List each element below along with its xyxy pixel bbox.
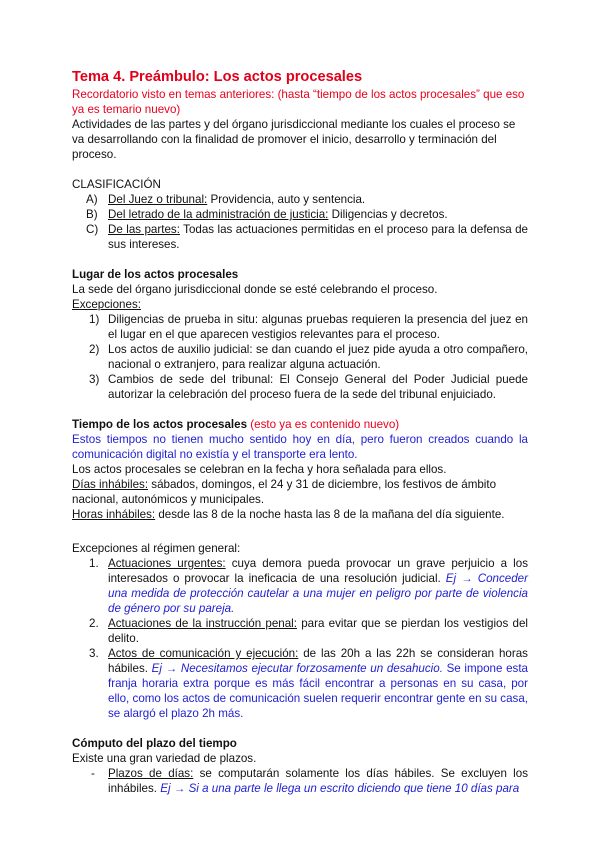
lugar-heading: Lugar de los actos procesales: [72, 268, 239, 281]
item-text: Diligencias de prueba in situ: algunas pruebas requieren la presencia del juez en el lugar en el que aparecen vestigios relevantes para el proceso.: [108, 313, 528, 341]
list-marker: A): [86, 193, 98, 206]
list-item: [72, 342, 528, 372]
horas-inhabiles: [72, 507, 528, 522]
list-item: [72, 616, 528, 646]
list-marker: -: [91, 767, 95, 780]
item-label: Actuaciones de la instrucción penal:: [108, 617, 297, 630]
intro-paragraph: Actividades de las partes y del órgano jurisdiccional mediante los cuales el proceso se va desarrollando con la finalidad de promover el inicio, desarrollo y terminación del proceso.: [72, 118, 516, 161]
dias-inhabiles: [72, 477, 528, 507]
list-marker: 2): [89, 343, 100, 356]
item-text: Diligencias y decretos.: [328, 208, 448, 221]
item-label: Del letrado de la administración de justicia:: [108, 208, 329, 221]
item-text: Los actos de auxilio judicial: se dan cuando el juez pide ayuda a otro compañero, nacional o extranjero, para realizar alguna actuación.: [108, 343, 528, 371]
list-item: [72, 646, 528, 721]
item-text: se computarán solamente los días hábiles. Se excluyen los inhábiles.: [108, 767, 528, 795]
clasificacion-heading: CLASIFICACIÓN: [72, 178, 161, 191]
item-text: Providencia, auto y sentencia.: [207, 193, 366, 206]
item-example: Ej → Conceder una medida de protección cautelar a una mujer en peligro por parte de violencia de género por su pareja.: [108, 572, 528, 615]
list-marker: 1): [89, 313, 100, 326]
dias-label: Días inhábiles:: [72, 478, 149, 491]
item-label: Actuaciones urgentes:: [108, 557, 226, 570]
list-marker: C): [86, 223, 99, 236]
list-item: [72, 207, 528, 222]
list-item: [72, 192, 528, 207]
list-marker: B): [86, 208, 98, 221]
lugar-text: La sede del órgano jurisdiccional donde se esté celebrando el proceso.: [72, 283, 438, 296]
tiempo-heading-line: [72, 417, 528, 432]
item-label: Del Juez o tribunal:: [108, 193, 208, 206]
computo-text: Existe una gran variedad de plazos.: [72, 752, 257, 765]
list-marker: 2.: [89, 617, 99, 630]
list-marker: 3.: [89, 647, 99, 660]
tiempo-blue-note: Estos tiempos no tienen mucho sentido hoy en día, pero fueron creados cuando la comunicación digital no existía y el transporte era lento.: [72, 433, 528, 461]
excepciones-heading: Excepciones al régimen general:: [72, 542, 241, 555]
page-title: Tema 4. Preámbulo: Los actos procesales: [72, 69, 363, 85]
item-text: de las 20h a las 22h se consideran horas hábiles.: [108, 647, 528, 675]
list-marker: 1.: [89, 557, 99, 570]
reminder-note: Recordatorio visto en temas anteriores: (hasta “tiempo de los actos procesales” que eso ya es temario nuevo): [72, 88, 525, 116]
item-label: Plazos de días:: [108, 767, 194, 780]
tiempo-heading: Tiempo de los actos procesales: [72, 418, 248, 431]
item-label: De las partes:: [108, 223, 180, 236]
item-text: Todas las actuaciones permitidas en el proceso para la defensa de sus intereses.: [108, 223, 529, 251]
item-example: Ej → Necesitamos ejecutar forzosamente un desahucio.: [151, 662, 443, 675]
list-item: [72, 556, 528, 616]
tiempo-text: Los actos procesales se celebran en la fecha y hora señalada para ellos.: [72, 463, 447, 476]
list-item: [72, 312, 528, 342]
list-item: [72, 222, 528, 252]
tiempo-note: (esto ya es contenido nuevo): [247, 418, 400, 431]
item-text: cuya demora pueda provocar un grave perjuicio a los interesados o provocar la ineficacia de una resolución judicial.: [108, 557, 528, 585]
list-marker: 3): [89, 373, 100, 386]
item-extra: Se impone esta franja horaria extra porque es más fácil encontrar a personas en su casa, por ello, como los actos de comunicación suelen requerir encontrar gente en su casa, se alargó el plazo 2h más.: [108, 662, 528, 720]
item-example: Ej → Si a una parte le llega un escrito diciendo que tiene 10 días para: [160, 782, 520, 795]
lugar-exceptions-label: Excepciones:: [72, 298, 141, 311]
item-label: Actos de comunicación y ejecución:: [108, 647, 299, 660]
item-text: para evitar que se pierdan los vestigios del delito.: [108, 617, 528, 645]
computo-heading: Cómputo del plazo del tiempo: [72, 737, 237, 750]
horas-text: desde las 8 de la noche hasta las 8 de la mañana del día siguiente.: [155, 508, 505, 521]
list-item: [72, 372, 528, 402]
horas-label: Horas inhábiles:: [72, 508, 156, 521]
dias-text: sábados, domingos, el 24 y 31 de diciembre, los festivos de ámbito nacional, autonómicos y municipales.: [72, 478, 497, 506]
item-text: Cambios de sede del tribunal: El Consejo General del Poder Judicial puede autorizar la celebración del proceso fuera de la sede del tribunal enjuiciado.: [108, 373, 528, 401]
list-item: [72, 766, 528, 796]
document-content: [72, 68, 528, 796]
